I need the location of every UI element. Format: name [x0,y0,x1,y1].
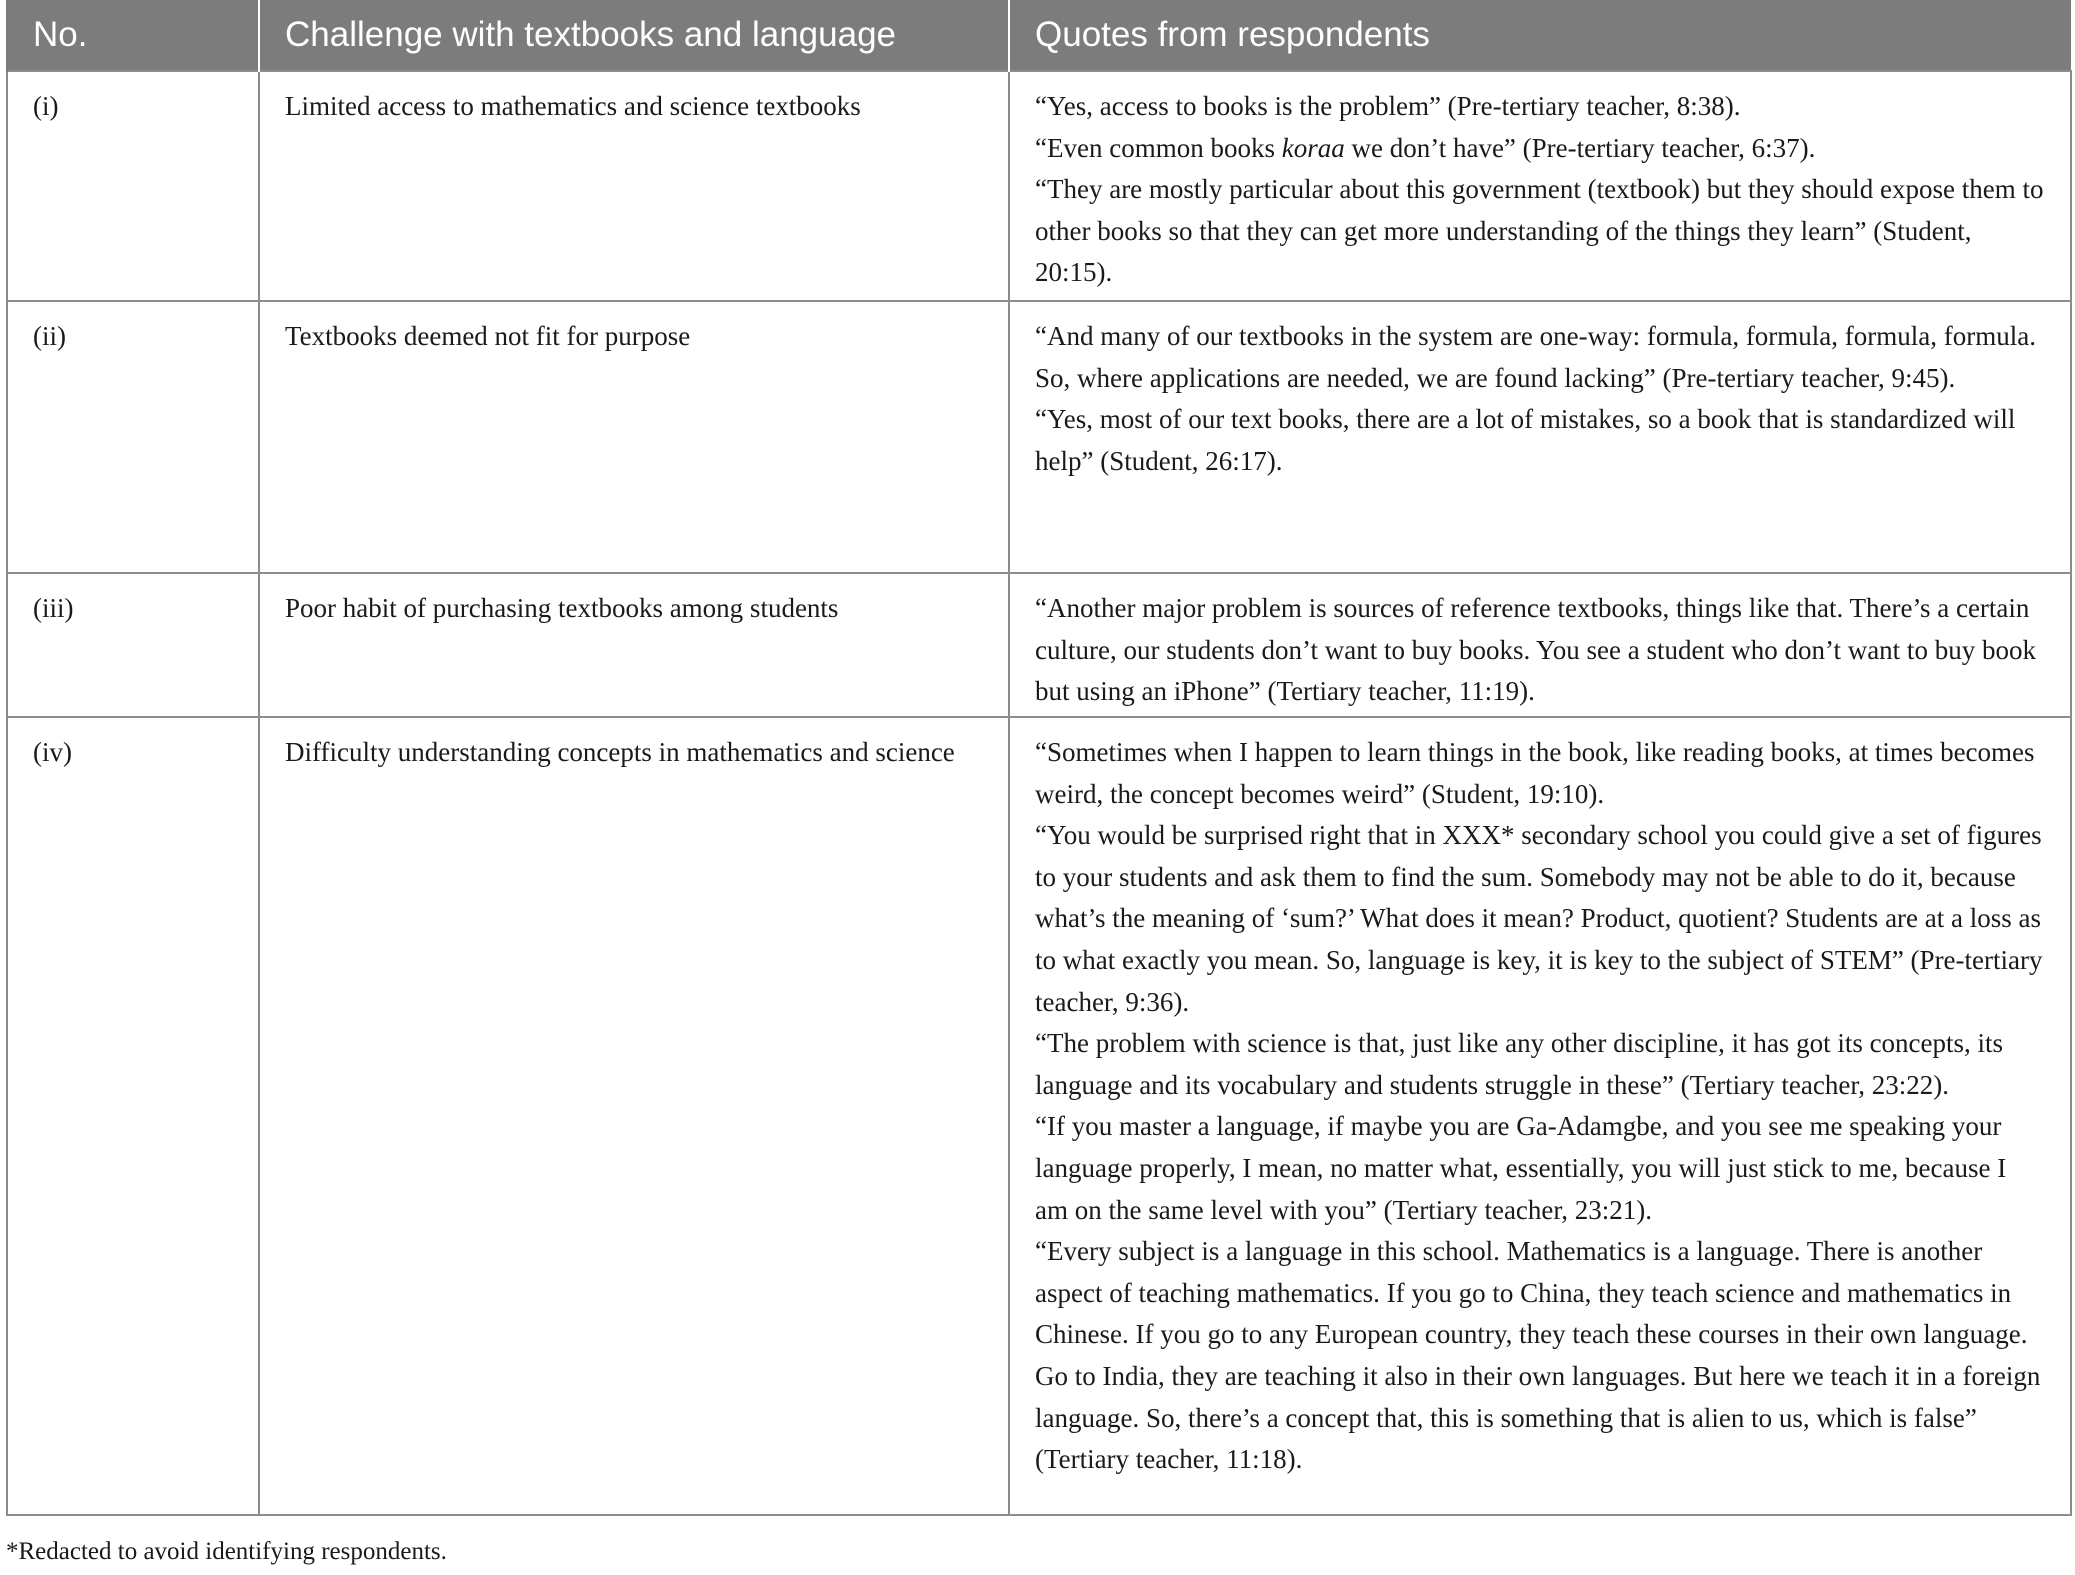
quote-text: “The problem with science is that, just like any other discipline, it has got its concepts, its language and its vocabulary and students struggle in these” (Tertiary teacher, 23:22). [1035,1028,2004,1100]
quote-text: “Yes, access to books is the problem” (Pre-tertiary teacher, 8:38). [1035,91,1741,121]
table-footnote: *Redacted to avoid identifying respondents. [6,1538,447,1565]
quote-text: “You would be surprised right that in XXX* secondary school you could give a set of figures to your students and ask them to find the sum. Somebody may not be able to do it, because what’s the meaning of ‘sum?’ What does it mean? Product, quotient? Students are at a loss as to what exactly you mean. So, language is key, it is key to the subject of STEM” (Pre-tertiary teacher, 9:36). [1035,820,2043,1017]
row-number: (i) [7,71,259,301]
quotes-cell [1009,573,2071,717]
quote-text: “Sometimes when I happen to learn things in the book, like reading books, at times becomes weird, the concept becomes weird” (Student, 19:10). [1035,737,2035,809]
quote [1035,588,2044,713]
challenge-cell: Difficulty understanding concepts in mathematics and science [259,717,1009,1515]
quote [1035,815,2044,1023]
table-row [7,71,2071,301]
quote-emphasis: koraa [1281,132,1345,163]
quote-text: “Another major problem is sources of reference textbooks, things like that. There’s a certain culture, our students don’t want to buy books. You see a student who don’t want to buy book but using an iPhone” (Tertiary teacher, 11:19). [1035,593,2036,707]
quote [1035,732,2044,815]
quote-text: “And many of our textbooks in the system are one-way: formula, formula, formula, formula. So, where applications are needed, we are found lacking” (Pre-tertiary teacher, 9:45). [1035,321,2036,393]
challenge-cell: Poor habit of purchasing textbooks among students [259,573,1009,717]
quotes-cell [1009,301,2071,573]
challenges-table [6,0,2072,1516]
quote-text: “They are mostly particular about this government (textbook) but they should expose them to other books so that they can get more understanding of the things they learn” (Student, 20:15). [1035,174,2044,288]
quotes-cell [1009,717,2071,1515]
row-number: (iv) [7,717,259,1515]
header-quotes: Quotes from respondents [1009,0,2071,71]
quote-text: “Yes, most of our text books, there are a lot of mistakes, so a book that is standardized will help” (Student, 26:17). [1035,404,2016,476]
quote [1035,1106,2044,1231]
quote [1035,1231,2044,1481]
table-row [7,717,2071,1515]
quote [1035,399,2044,482]
quote-text: “If you master a language, if maybe you are Ga-Adamgbe, and you see me speaking your language properly, I mean, no matter what, essentially, you will just stick to me, because I am on the same level with you” (Tertiary teacher, 23:21). [1035,1111,2007,1225]
table-header [7,0,2071,71]
quotes-cell [1009,71,2071,301]
header-no: No. [7,0,259,71]
quote-text: “Even common books [1035,132,1282,163]
quote [1035,169,2044,294]
quote [1035,316,2044,399]
header-challenge: Challenge with textbooks and language [259,0,1009,71]
table-row [7,301,2071,573]
row-number: (ii) [7,301,259,573]
quote-text: we don’t have” (Pre-tertiary teacher, 6:37). [1344,132,1816,163]
quote [1035,86,2044,128]
row-number: (iii) [7,573,259,717]
table-body [7,71,2071,1515]
header-row [7,0,2071,71]
challenge-cell: Textbooks deemed not fit for purpose [259,301,1009,573]
table-row [7,573,2071,717]
challenge-cell: Limited access to mathematics and science textbooks [259,71,1009,301]
quote [1035,1023,2044,1106]
quote [1035,128,2044,170]
quote-text: “Every subject is a language in this school. Mathematics is a language. There is another aspect of teaching mathematics. If you go to China, they teach science and mathematics in Chinese. If you go to any European country, they teach these courses in their own language. Go to India, they are teaching it also in their own languages. But here we teach it in a foreign language. So, there’s a concept that, this is something that is alien to us, which is false” (Tertiary teacher, 11:18). [1035,1236,2041,1475]
